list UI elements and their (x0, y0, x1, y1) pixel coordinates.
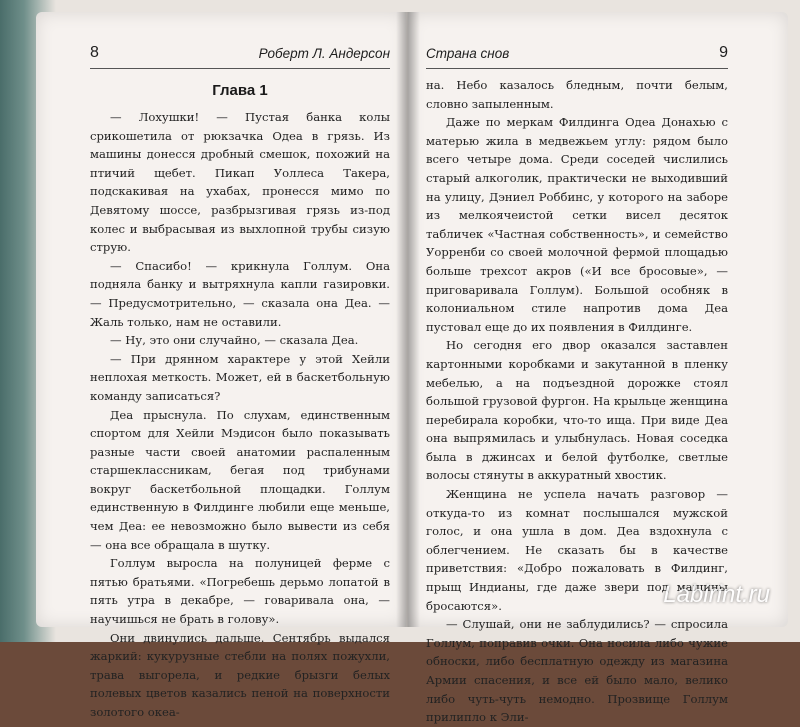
chapter-title: Глава 1 (212, 82, 268, 99)
paragraph: — При дрянном характере у этой Хейли неплохая меткость. Может, ей в баскетбольную команду записаться? (90, 351, 390, 403)
left-page (36, 12, 406, 719)
page-number: 8 (90, 44, 99, 61)
page-number: 9 (719, 44, 728, 61)
paragraph: — Лохушки! — Пустая банка колы срикошетила от рюкзачка Одеа в грязь. Из машины донесся дробный смешок, похожий на птичий щебет. Пикап Уоллеса Такера, подскакивая на ухабах, пронесся мимо по Девятому шоссе, разбрызгивая грязь из-под колес и выбрасывая из выхлопной трубы сизую струю. (90, 110, 390, 255)
watermark-logo: Labirint.ru (663, 581, 770, 608)
right-page-body (426, 76, 728, 727)
paragraph: — Спасибо! — крикнула Голлум. Она подняла банку и вытряхнула капли газировки. — Предусмотрительно, — сказала она Деа. — Жаль только, нам не оставили. (90, 258, 390, 329)
paragraph: — Слушай, они не заблудились? — спросила Голлум, поправив очки. Она носила либо чужие обноски, либо бесплатную одежду из магазина Армии спасения, и все ей было мало, велико либо чуть-чуть немодно. Прозвище Голлум прилипло к Эли- (426, 617, 728, 725)
paragraph: Голлум выросла на полуницей ферме с пятью братьями. «Погребешь дерьмо лопатой в пять утра в декабре, — говаривала она, — научишься не брать в голову». (90, 556, 390, 627)
left-page-body (90, 108, 390, 722)
left-page-header (90, 42, 390, 69)
paragraph: Деа прыснула. По слухам, единственным спортом для Хейли Мэдисон было показывать разные части своей анатомии распаленным старшеклассникам, бегая под трибунами вокруг баскетбольной площадки. Голлум единственную в Филдинге любили еще меньше, чем Деа: ее невозможно было вывести из себя — она все обращала в шутку. (90, 407, 390, 552)
paragraph: Но сегодня его двор оказался заставлен картонными коробками и закутанной в пленку мебелью, а на подъездной дорожке стоял большой грузовой фургон. На крыльце женщина перебирала коробки, что-то ища. При виде Деа она выпрямилась и улыбнулась. Новая соседка была в джинсах и белой футболке, светлые волосы стянуты в аккуратный хвостик. (426, 338, 728, 483)
book-gutter (396, 12, 420, 627)
paragraph: Даже по меркам Филдинга Одеа Донахью с матерью жила в медвежьем углу: рядом было всего четыре дома. Среди соседей числились старый алкоголик, практически не выходивший на улицу, Дэниел Роббинс, у которого на заборе из мелкоячеистой сетки висел десяток табличек «Частная собственность», и семейство Уорренби со своей молочной фермой площадью больше трехсот акров («И все бросовые», — приговаривала Голлум). Большой особняк в колониальном стиле напротив дома Деа пустовал еще до их появления в Филдинге. (426, 115, 728, 334)
right-page (408, 12, 788, 725)
right-page-header (426, 42, 728, 69)
paragraph: Женщина не успела начать разговор — откуда-то из комнат послышался мужской голос, и она ушла в дом. Деа вздохнула с облегчением. Не сказать бы в качестве приветствия: «Добро пожаловать в Филдинг, прыщ Индианы, где даже звери под машины бросаются». (426, 487, 728, 613)
paragraph: — Ну, это они случайно, — сказала Деа. (110, 333, 359, 348)
running-head: Страна снов (426, 46, 510, 61)
paragraph-continued: на. Небо казалось бледным, почти белым, словно запыленным. (426, 78, 728, 111)
running-head: Роберт Л. Андерсон (258, 46, 390, 61)
paragraph: Они двинулись дальше. Сентябрь выдался жаркий: кукурузные стебли на полях пожухли, трава выгорела, и редкие брызги белых полевых цветов казались пеной на поверхности золотого океа- (90, 630, 390, 719)
